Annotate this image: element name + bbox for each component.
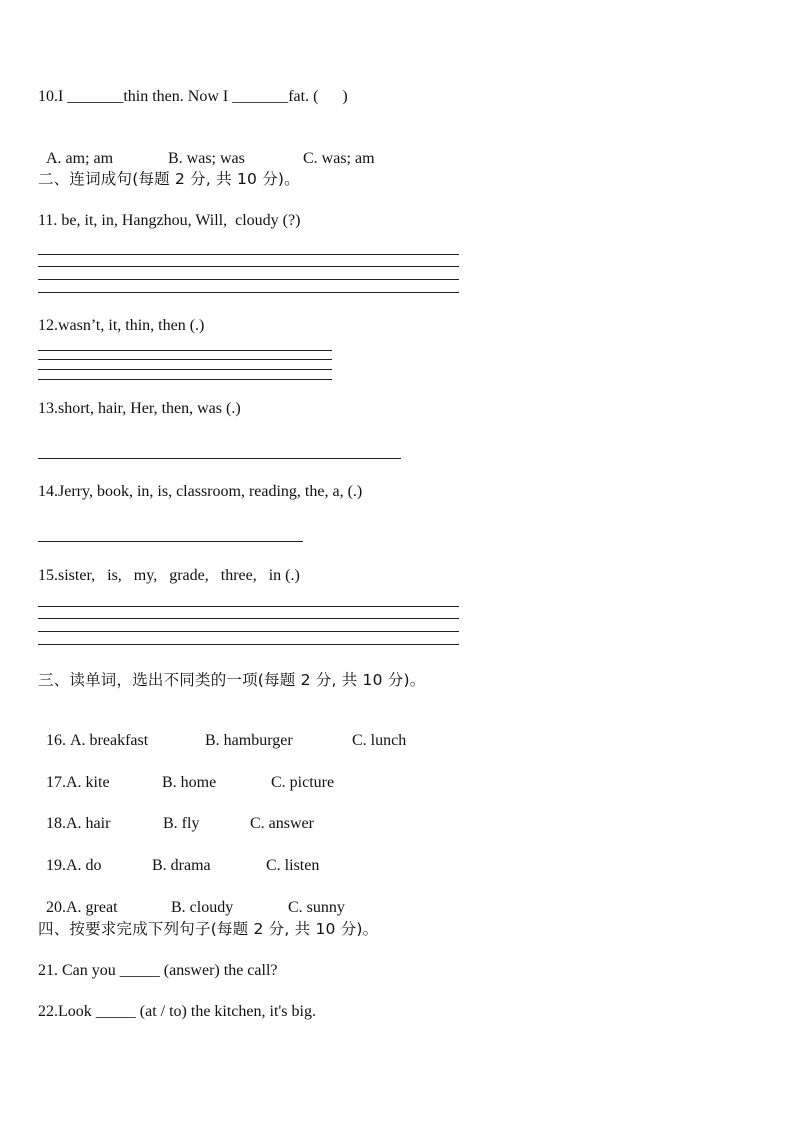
question-12: 12.wasn’t, it, thin, then (.) bbox=[38, 317, 205, 334]
option-c: C. lunch bbox=[352, 732, 407, 749]
question-14: 14.Jerry, book, in, is, classroom, reading, the, a, (.) bbox=[38, 483, 363, 500]
question-10-options bbox=[38, 129, 375, 169]
question-16 bbox=[38, 711, 406, 751]
answer-line bbox=[38, 458, 401, 459]
answer-line bbox=[38, 618, 459, 619]
answer-line bbox=[38, 379, 332, 380]
answer-line bbox=[38, 631, 459, 632]
question-13: 13.short, hair, Her, then, was (.) bbox=[38, 400, 241, 417]
question-10: 10.I _______thin then. Now I _______fat. ( ) bbox=[38, 88, 348, 105]
option-b: B. drama bbox=[152, 857, 211, 874]
question-19 bbox=[38, 836, 319, 876]
option-a: A. breakfast bbox=[70, 732, 149, 749]
question-11: 11. be, it, in, Hangzhou, Will, cloudy (?) bbox=[38, 212, 301, 229]
option-c: C. sunny bbox=[288, 899, 345, 916]
option-a: A. am; am bbox=[46, 150, 114, 167]
question-17 bbox=[38, 753, 334, 793]
option-a: A. do bbox=[66, 857, 102, 874]
section-3-heading: 三、读单词，选出不同类的一项(每题 2 分, 共 10 分)。 bbox=[38, 671, 426, 689]
question-15: 15.sister, is, my, grade, three, in (.) bbox=[38, 567, 300, 584]
answer-line bbox=[38, 541, 303, 542]
question-21: 21. Can you _____ (answer) the call? bbox=[38, 962, 278, 979]
question-20 bbox=[38, 878, 345, 918]
question-number: 17. bbox=[46, 774, 66, 791]
option-c: C. picture bbox=[271, 774, 335, 791]
option-c: C. answer bbox=[250, 815, 314, 832]
option-b: B. fly bbox=[163, 815, 200, 832]
option-a: A. kite bbox=[66, 774, 110, 791]
option-b: B. home bbox=[162, 774, 217, 791]
answer-line bbox=[38, 350, 332, 351]
answer-line bbox=[38, 266, 459, 267]
question-18 bbox=[38, 794, 314, 834]
question-number: 19. bbox=[46, 857, 66, 874]
answer-line bbox=[38, 359, 332, 360]
section-2-heading: 二、连词成句(每题 2 分, 共 10 分)。 bbox=[38, 170, 300, 188]
option-c: C. listen bbox=[266, 857, 320, 874]
answer-line bbox=[38, 369, 332, 370]
option-a: A. hair bbox=[66, 815, 111, 832]
answer-line bbox=[38, 606, 459, 607]
answer-line bbox=[38, 279, 459, 280]
question-22: 22.Look _____ (at / to) the kitchen, it's big. bbox=[38, 1003, 316, 1020]
section-4-heading: 四、按要求完成下列句子(每题 2 分, 共 10 分)。 bbox=[38, 920, 379, 938]
option-a: A. great bbox=[66, 899, 118, 916]
question-number: 18. bbox=[46, 815, 66, 832]
question-number: 16. bbox=[46, 732, 70, 749]
answer-line bbox=[38, 254, 459, 255]
answer-line bbox=[38, 292, 459, 293]
option-b: B. cloudy bbox=[171, 899, 234, 916]
option-b: B. hamburger bbox=[205, 732, 293, 749]
question-number: 20. bbox=[46, 899, 66, 916]
option-b: B. was; was bbox=[168, 150, 245, 167]
option-c: C. was; am bbox=[303, 150, 375, 167]
answer-line bbox=[38, 644, 459, 645]
